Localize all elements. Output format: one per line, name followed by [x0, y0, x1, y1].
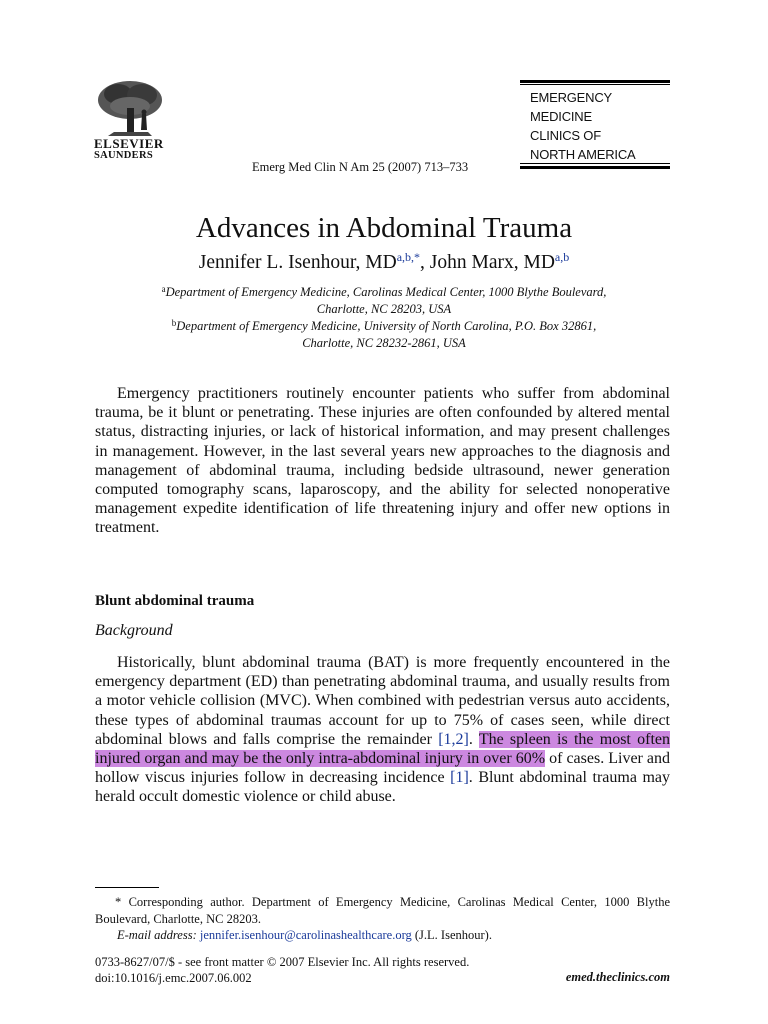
doi-line[interactable]: doi:10.1016/j.emc.2007.06.002 [95, 971, 252, 985]
intro-text: Emergency practitioners routinely encounter patients who suffer from abdominal trauma, be it blunt or penetrating. These injuries are often confounded by altered mental status, distracting injuries, or lack of historical information, and may present challenges in management. However, in the last several years new approaches to the diagnosis and management of abdominal trauma, including bedside ultrasound, newer generation computed tomography scans, laparoscopy, and the ability for selected nonoperative management expedite identification of life threatening injury and offer new options in treatment. [95, 385, 670, 537]
journal-line: CLINICS OF [530, 128, 601, 143]
footnote-text: Corresponding author. Department of Emergency Medicine, Carolinas Medical Center, 1000 Blythe Boulevard, Charlotte, NC 28203. [95, 895, 670, 926]
affiliation-label: a [161, 284, 166, 294]
affiliation-text: Charlotte, NC 28203, USA [316, 302, 452, 316]
intro-paragraph [95, 384, 670, 538]
paragraph-text: of cases. Liver and hollow viscus injuries follow in decreasing incidence [95, 750, 671, 787]
elsevier-tree-icon [94, 78, 166, 136]
footnote-marker: * [115, 895, 122, 909]
author-list [0, 252, 768, 274]
paragraph-text: . Blunt abdominal trauma may herald occult domestic violence or child abuse. [95, 769, 670, 806]
corresponding-author-marker[interactable]: * [414, 250, 421, 264]
journal-rule [520, 80, 670, 83]
publisher-logo [94, 78, 174, 161]
journal-line: MEDICINE [530, 109, 592, 124]
affiliation-marker[interactable]: a,b, [396, 250, 415, 264]
affiliation-text: Charlotte, NC 28232-2861, USA [302, 336, 466, 350]
affiliation-a [100, 284, 668, 318]
affiliation-marker[interactable]: a,b [554, 250, 570, 264]
paragraph-text: . [468, 730, 479, 748]
author-name: John Marx, MD [429, 252, 555, 273]
email-owner: (J.L. Isenhour). [414, 928, 492, 942]
email-link[interactable]: jennifer.isenhour@carolinashealthcare.org [199, 928, 412, 942]
affiliation-label: b [171, 318, 177, 328]
email-label: E-mail address: [117, 928, 197, 942]
footnote [95, 894, 670, 944]
background-paragraph [95, 653, 670, 807]
journal-masthead [530, 88, 636, 164]
copyright-line: 0733-8627/07/$ - see front matter © 2007 Elsevier Inc. All rights reserved. [95, 955, 470, 969]
journal-rule [520, 84, 670, 85]
journal-line: NORTH AMERICA [530, 147, 636, 162]
journal-line: EMERGENCY [530, 90, 612, 105]
citation-link[interactable]: [1] [450, 769, 469, 787]
author-separator: , [420, 252, 430, 273]
highlighted-text: The spleen is the most often injured organ and may be the only intra-abdominal injury in over 60% [95, 730, 670, 768]
publisher-name: ELSEVIER [94, 136, 164, 151]
journal-rule [520, 163, 670, 164]
author-name: Jennifer L. Isenhour, MD [198, 252, 397, 273]
affiliation-b [100, 318, 668, 352]
subsection-heading: Background [95, 622, 173, 639]
publisher-imprint: SAUNDERS [94, 150, 153, 161]
article-title: Advances in Abdominal Trauma [195, 212, 573, 244]
citation-link[interactable]: [1,2] [438, 730, 469, 748]
paragraph-text: Historically, blunt abdominal trauma (BAT) is more frequently encountered in the emergency department (ED) than penetrating abdominal trauma, and usually results from a motor vehicle collision (MVC). When combined with pedestrian versus auto accidents, these types of abdominal traumas account for up to 75% of cases seen, while direct abdominal blows and falls comprise the remainder [95, 654, 670, 748]
journal-rule [520, 166, 670, 169]
journal-website[interactable]: emed.theclinics.com [565, 970, 670, 984]
footnote-rule [95, 887, 159, 888]
section-heading: Blunt abdominal trauma [95, 593, 255, 609]
affiliation-text: Department of Emergency Medicine, University of North Carolina, P.O. Box 32861, [176, 319, 597, 333]
affiliation-text: Department of Emergency Medicine, Carolinas Medical Center, 1000 Blythe Boulevard, [165, 285, 607, 299]
journal-citation: Emerg Med Clin N Am 25 (2007) 713–733 [252, 160, 469, 174]
